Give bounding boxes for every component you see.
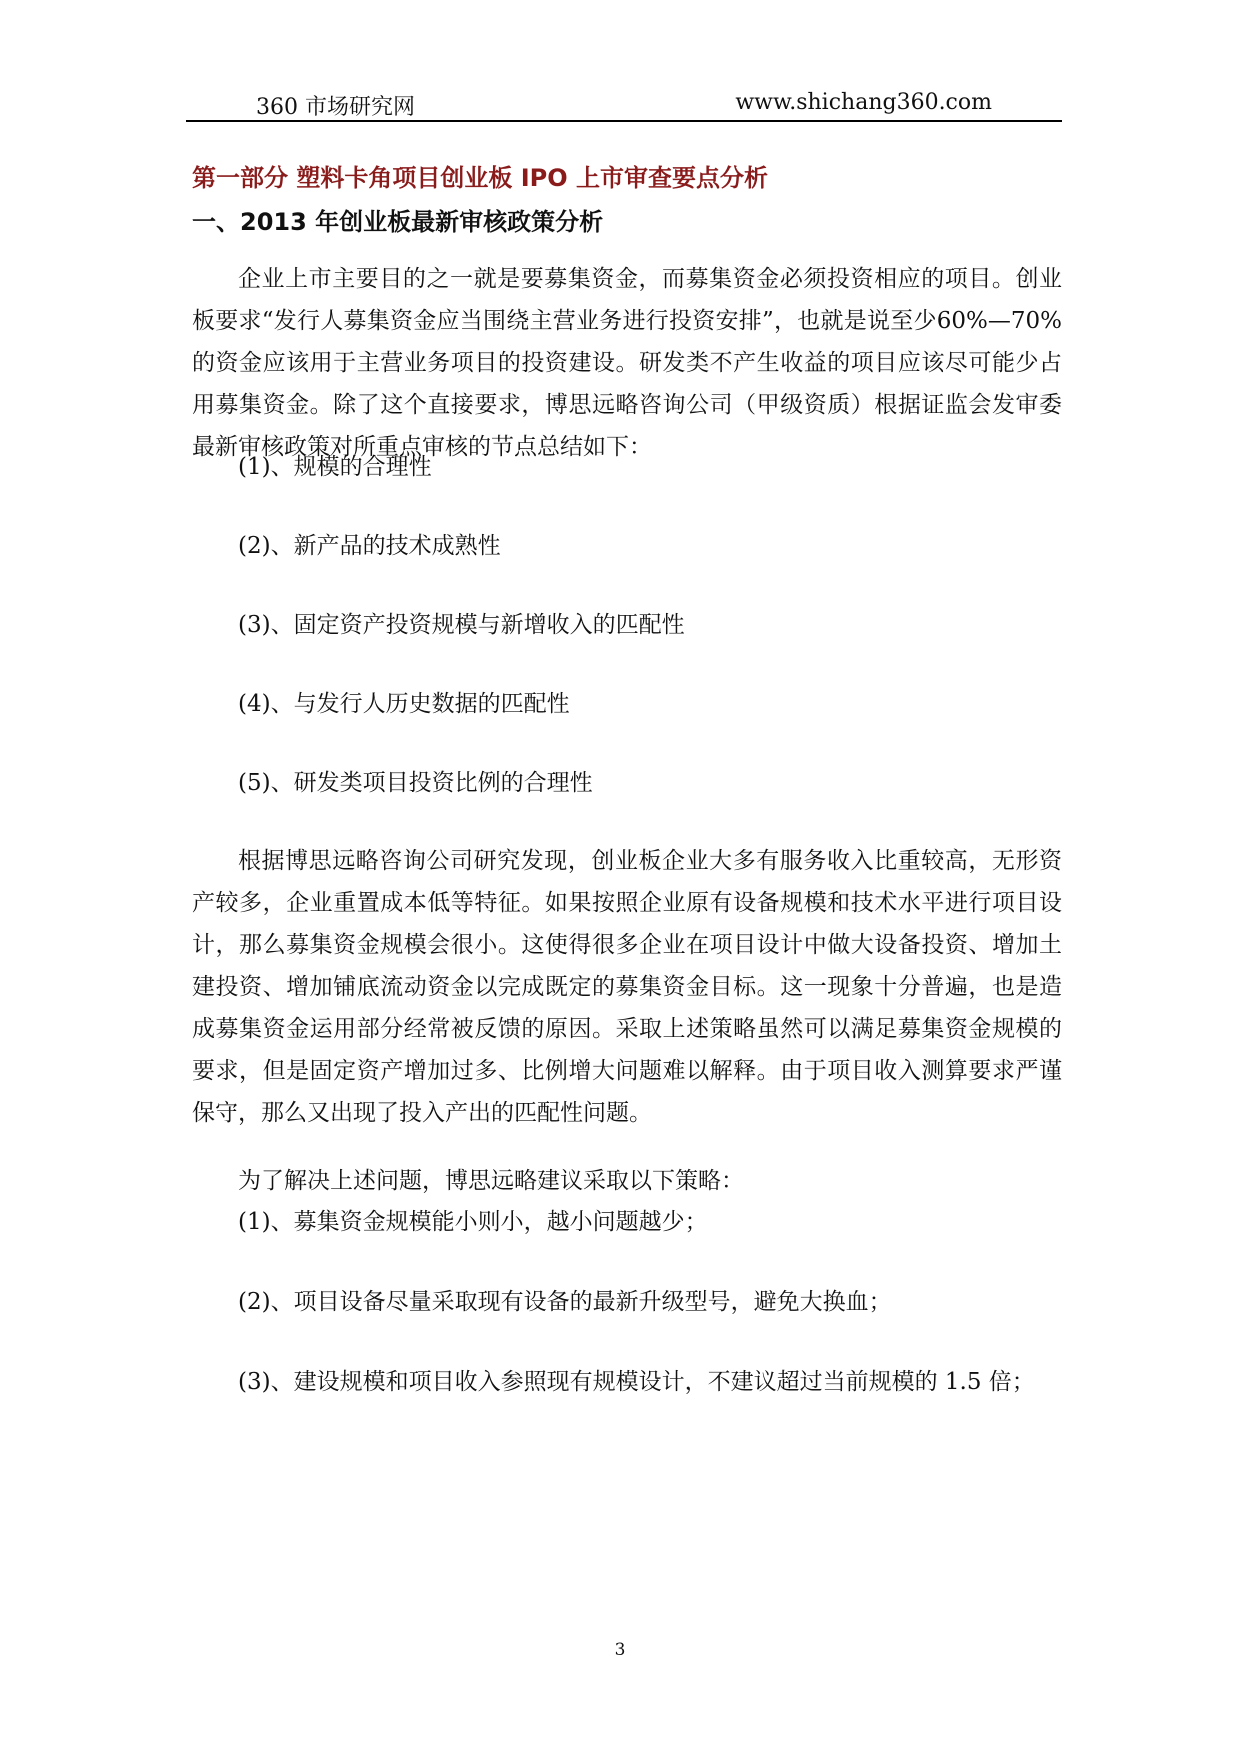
strategy-1: (1)、募集资金规模能小则小，越小问题越少； xyxy=(238,1209,708,1235)
review-point-2: (2)、新产品的技术成熟性 xyxy=(238,533,501,559)
page-header xyxy=(186,86,1062,122)
page-number: 3 xyxy=(614,1640,626,1660)
review-point-1: (1)、规模的合理性 xyxy=(238,454,432,480)
section-heading: 一、2013 年创业板最新审核政策分析 xyxy=(192,208,604,236)
strategy-3: (3)、建设规模和项目收入参照现有规模设计，不建议超过当前规模的 1.5 倍； xyxy=(238,1369,1035,1395)
review-point-5: (5)、研发类项目投资比例的合理性 xyxy=(238,770,593,796)
part-heading: 第一部分 塑料卡角项目创业板 IPO 上市审查要点分析 xyxy=(192,164,768,192)
analysis-paragraph: 根据博思远略咨询公司研究发现，创业板企业大多有服务收入比重较高，无形资产较多，企业重置成本低等特征。如果按照企业原有设备规模和技术水平进行项目设计，那么募集资金规模会很小。这使得很多企业在项目设计中做大设备投资、增加土建投资、增加铺底流动资金以完成既定的募集资金目标。这一现象十分普遍，也是造成募集资金运用部分经常被反馈的原因。采取上述策略虽然可以满足募集资金规模的要求，但是固定资产增加过多、比例增大问题难以解释。由于项目收入测算要求严谨保守，那么又出现了投入产出的匹配性问题。 xyxy=(192,848,1062,1126)
intro-paragraph: 企业上市主要目的之一就是要募集资金，而募集资金必须投资相应的项目。创业板要求“发行人募集资金应当围绕主营业务进行投资安排”，也就是说至少60%—70%的资金应该用于主营业务项目的投资建设。研发类不产生收益的项目应该尽可能少占用募集资金。除了这个直接要求，博思远略咨询公司（甲级资质）根据证监会发审委最新审核政策对所重点审核的节点总结如下： xyxy=(192,266,1062,460)
review-point-3: (3)、固定资产投资规模与新增收入的匹配性 xyxy=(238,612,685,638)
site-url: www.shichang360.com xyxy=(735,90,992,115)
strategy-2: (2)、项目设备尽量采取现有设备的最新升级型号，避免大换血； xyxy=(238,1289,892,1315)
site-name: 360 市场研究网 xyxy=(256,95,415,120)
review-point-4: (4)、与发行人历史数据的匹配性 xyxy=(238,691,570,717)
strategy-intro: 为了解决上述问题，博思远略建议采取以下策略： xyxy=(238,1168,744,1194)
